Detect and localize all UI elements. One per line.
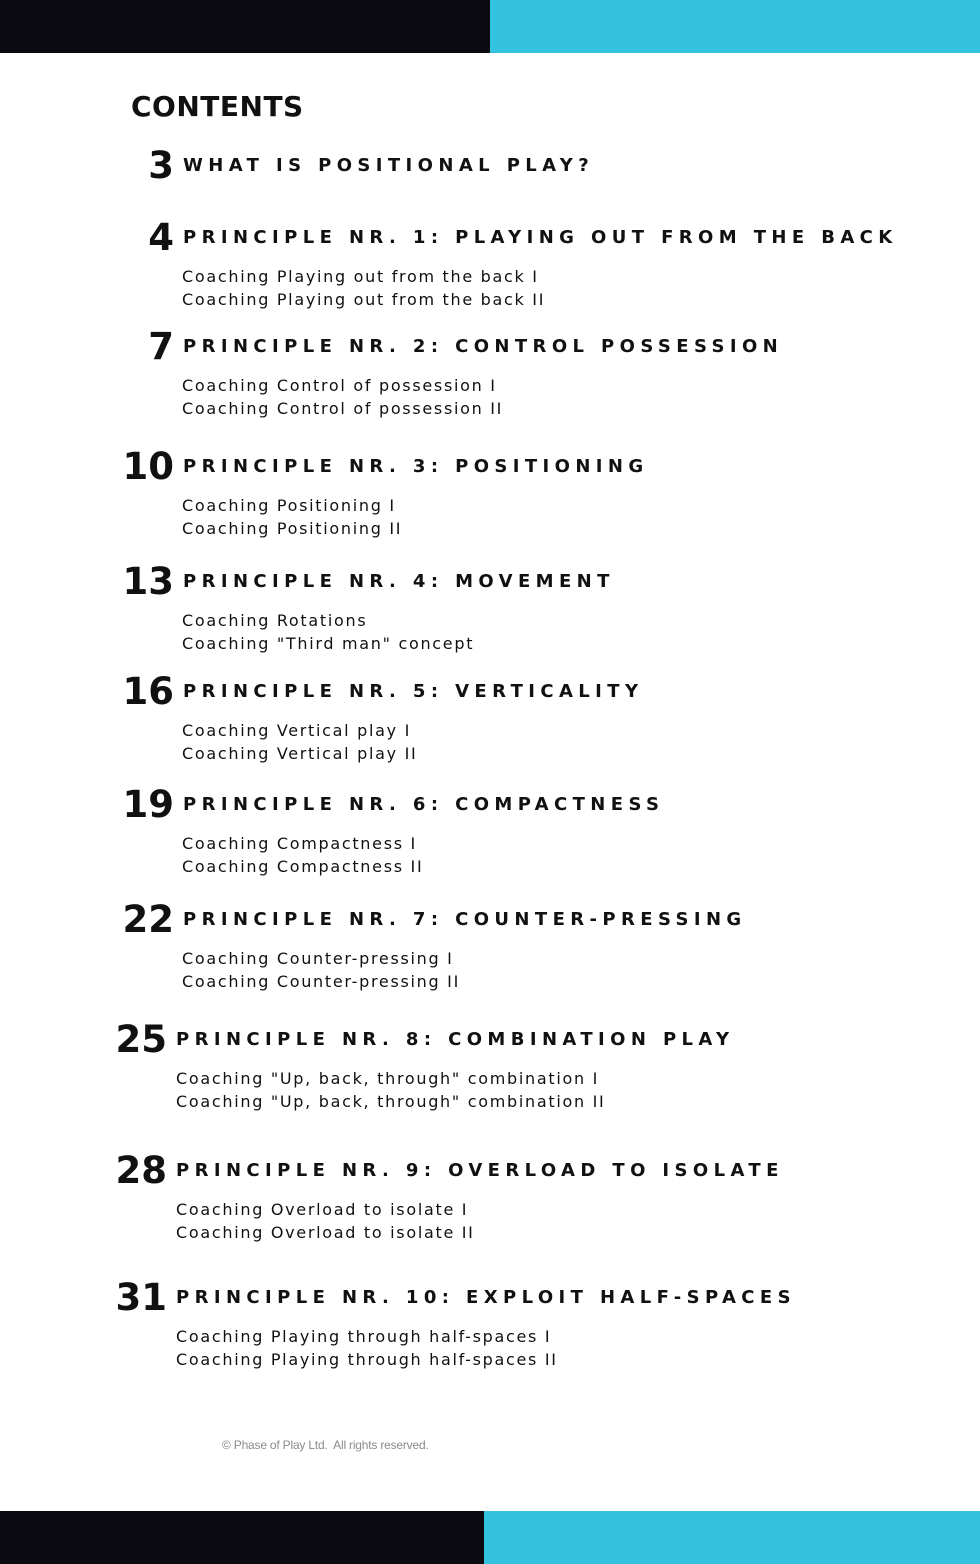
page-number: 22	[122, 898, 174, 941]
subsection-list	[182, 374, 503, 420]
subsection-item[interactable]: Coaching Playing out from the back I	[182, 267, 539, 286]
bottom-band-dark	[0, 1511, 484, 1564]
subsection-item[interactable]: Coaching "Up, back, through" combination I	[176, 1069, 600, 1088]
subsection-list	[176, 1325, 558, 1371]
chapter-title: WHAT IS POSITIONAL PLAY?	[183, 155, 595, 176]
subsection-item[interactable]: Coaching Compactness I	[182, 834, 417, 853]
subsection-list	[182, 265, 545, 311]
chapter-title: PRINCIPLE NR. 6: COMPACTNESS	[183, 794, 665, 815]
subsection-list	[176, 1067, 605, 1113]
chapter-title: PRINCIPLE NR. 4: MOVEMENT	[183, 571, 615, 592]
bottom-band-cyan	[484, 1511, 980, 1564]
subsection-item[interactable]: Coaching "Up, back, through" combination II	[176, 1092, 606, 1111]
subsection-item[interactable]: Coaching "Third man" concept	[182, 634, 475, 653]
chapter-title: PRINCIPLE NR. 10: EXPLOIT HALF-SPACES	[176, 1287, 796, 1308]
subsection-item[interactable]: Coaching Vertical play II	[182, 744, 418, 763]
top-band-dark	[0, 0, 490, 53]
chapter-title: PRINCIPLE NR. 1: PLAYING OUT FROM THE BACK	[183, 227, 898, 248]
subsection-list	[182, 832, 423, 878]
page-number: 19	[122, 783, 174, 826]
subsection-list	[182, 947, 460, 993]
chapter-title: PRINCIPLE NR. 3: POSITIONING	[183, 456, 649, 477]
subsection-item[interactable]: Coaching Positioning II	[182, 519, 403, 538]
copyright-notice: © Phase of Play Ltd. All rights reserved.	[222, 1438, 429, 1452]
subsection-list	[182, 719, 417, 765]
page-number: 31	[115, 1276, 167, 1319]
subsection-item[interactable]: Coaching Control of possession II	[182, 399, 504, 418]
page-number: 10	[122, 445, 174, 488]
chapter-title: PRINCIPLE NR. 2: CONTROL POSSESSION	[183, 336, 784, 357]
page-number: 25	[115, 1018, 167, 1061]
subsection-item[interactable]: Coaching Compactness II	[182, 857, 424, 876]
page-number: 4	[148, 216, 174, 259]
page-number: 28	[115, 1149, 167, 1192]
page-number: 13	[122, 560, 174, 603]
subsection-item[interactable]: Coaching Overload to isolate II	[176, 1223, 475, 1242]
page-number: 3	[148, 144, 174, 187]
chapter-title: PRINCIPLE NR. 5: VERTICALITY	[183, 681, 644, 702]
subsection-item[interactable]: Coaching Counter-pressing II	[182, 972, 460, 991]
subsection-item[interactable]: Coaching Counter-pressing I	[182, 949, 454, 968]
subsection-item[interactable]: Coaching Rotations	[182, 611, 368, 630]
chapter-title: PRINCIPLE NR. 8: COMBINATION PLAY	[176, 1029, 735, 1050]
subsection-item[interactable]: Coaching Playing through half-spaces I	[176, 1327, 552, 1346]
subsection-list	[182, 494, 402, 540]
subsection-item[interactable]: Coaching Playing through half-spaces II	[176, 1350, 558, 1369]
subsection-item[interactable]: Coaching Control of possession I	[182, 376, 497, 395]
page-number: 7	[148, 325, 174, 368]
chapter-title: PRINCIPLE NR. 9: OVERLOAD TO ISOLATE	[176, 1160, 784, 1181]
subsection-item[interactable]: Coaching Playing out from the back II	[182, 290, 546, 309]
top-band-cyan	[490, 0, 980, 53]
subsection-list	[182, 609, 474, 655]
subsection-item[interactable]: Coaching Positioning I	[182, 496, 396, 515]
page-number: 16	[122, 670, 174, 713]
chapter-title: PRINCIPLE NR. 7: COUNTER-PRESSING	[183, 909, 747, 930]
subsection-list	[176, 1198, 475, 1244]
subsection-item[interactable]: Coaching Overload to isolate I	[176, 1200, 469, 1219]
subsection-item[interactable]: Coaching Vertical play I	[182, 721, 411, 740]
contents-heading: CONTENTS	[131, 90, 304, 123]
